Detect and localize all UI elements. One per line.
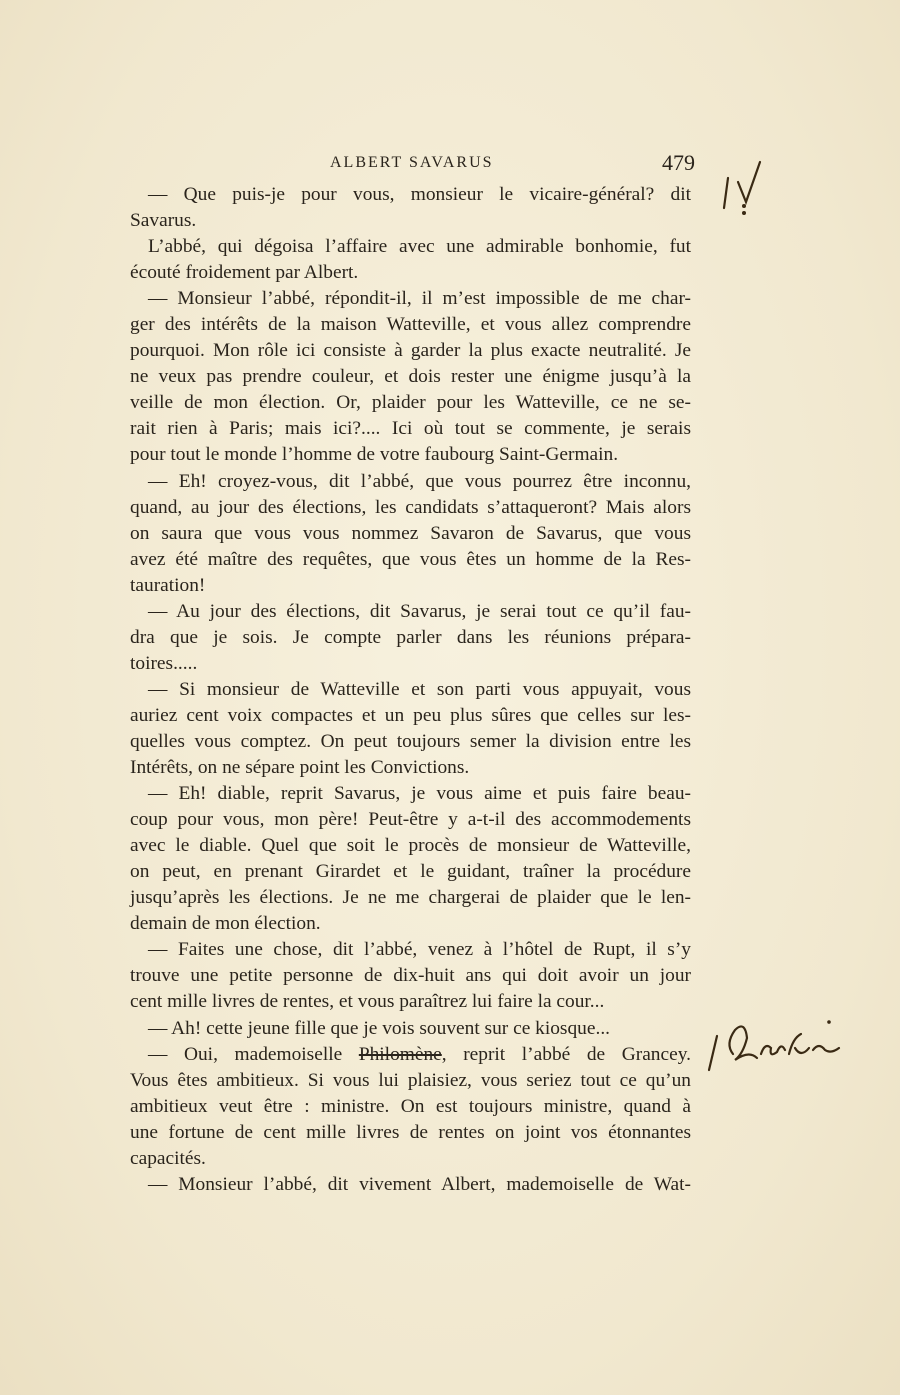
text-line: auriez cent voix compactes et un peu plus sûres que celles sur les-	[130, 704, 691, 726]
text-line: — Au jour des élections, dit Savarus, je serai tout ce qu’il fau-	[148, 600, 691, 622]
body-text	[130, 182, 691, 1198]
struck-word: Philomène	[358, 1043, 442, 1065]
text-line: coup pour vous, mon père! Peut-être y a-t-il des accommodements	[130, 809, 691, 831]
text-line: — Faites une chose, dit l’abbé, venez à l’hôtel de Rupt, il s’y	[148, 939, 691, 961]
text-line: demain de mon élection.	[130, 913, 321, 935]
page-number: 479	[662, 150, 695, 175]
text-line: jusqu’après les élections. Je ne me chargerai de plaider que le len-	[130, 887, 691, 909]
text-line: quand, au jour des élections, les candidats s’attaqueront? Mais alors	[130, 496, 691, 518]
text-line: avez été maître des requêtes, que vous êtes un homme de la Res-	[130, 548, 691, 570]
text-line: — Monsieur l’abbé, dit vivement Albert, mademoiselle de Wat-	[148, 1173, 691, 1195]
text-line: — Si monsieur de Watteville et son parti vous appuyait, vous	[148, 678, 691, 700]
text-segment: , reprit l’abbé de Grancey.	[441, 1043, 691, 1065]
text-line: quelles vous comptez. On peut toujours semer la division entre les	[130, 730, 691, 752]
running-head	[130, 150, 695, 180]
text-line: on peut, en prenant Girardet et le guidant, traîner la procédure	[130, 861, 691, 883]
text-line: une fortune de cent mille livres de rentes on joint vos étonnantes	[130, 1121, 691, 1143]
text-line: avec le diable. Quel que soit le procès de monsieur de Watteville,	[130, 835, 691, 857]
text-line: — Eh! croyez-vous, dit l’abbé, que vous pourrez être inconnu,	[148, 470, 691, 492]
text-line: cent mille livres de rentes, et vous paraîtrez lui faire la cour...	[130, 991, 605, 1013]
text-line: veille de mon élection. Or, plaider pour les Watteville, ce ne se-	[130, 392, 691, 414]
text-line: ger des intérêts de la maison Watteville, et vous allez comprendre	[130, 314, 691, 336]
text-line: toires.....	[130, 652, 198, 674]
text-line: écouté froidement par Albert.	[130, 262, 359, 284]
text-line: capacités.	[130, 1147, 206, 1169]
text-line: pourquoi. Mon rôle ici consiste à garder la plus exacte neutralité. Je	[130, 340, 691, 362]
text-segment: — Oui, mademoiselle	[148, 1043, 359, 1065]
text-line: — Ah! cette jeune fille que je vois souvent sur ce kiosque...	[148, 1017, 611, 1039]
text-line: ne veux pas prendre couleur, et dois rester une énigme jusqu’à la	[130, 366, 691, 388]
text-line: dra que je sois. Je compte parler dans les réunions prépara-	[130, 626, 691, 648]
text-line: on saura que vous vous nommez Savaron de Savarus, que vous	[130, 522, 691, 544]
margin-check-mark	[720, 158, 770, 220]
text-line: rait rien à Paris; mais ici?.... Ici où tout se commente, je serais	[130, 418, 691, 440]
text-line	[130, 1042, 691, 1068]
text-line: tauration!	[130, 574, 206, 596]
text-line: Savarus.	[130, 210, 197, 232]
text-line: trouve une petite personne de dix-huit ans qui doit avoir un jour	[130, 965, 691, 987]
text-line: — Que puis-je pour vous, monsieur le vicaire-général? dit	[148, 184, 691, 205]
text-line: — Monsieur l’abbé, répondit-il, il m’est impossible de me char-	[148, 288, 691, 310]
text-line: L’abbé, qui dégoisa l’affaire avec une admirable bonhomie, fut	[148, 236, 691, 258]
text-line: Vous êtes ambitieux. Si vous lui plaisiez, vous seriez tout ce qu’un	[130, 1069, 691, 1091]
text-line: pour tout le monde l’homme de votre faubourg Saint-Germain.	[130, 444, 619, 466]
running-title: ALBERT SAVARUS	[330, 154, 494, 171]
text-line: Intérêts, on ne sépare point les Convictions.	[130, 757, 470, 779]
text-line: ambitieux veut être : ministre. On est toujours ministre, quand à	[130, 1095, 691, 1117]
margin-handwritten-correction	[705, 1014, 845, 1074]
text-line: — Eh! diable, reprit Savarus, je vous aime et puis faire beau-	[148, 783, 691, 805]
